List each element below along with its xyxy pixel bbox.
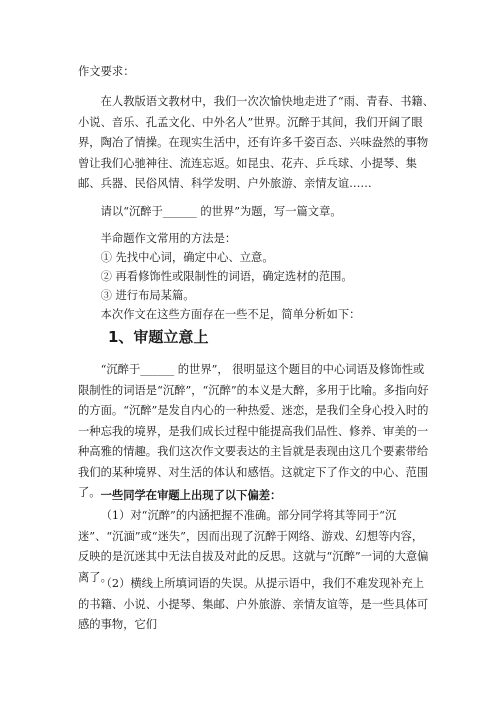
essay-requirement-body: 在人教版语文教材中，我们一次次愉快地走进了“雨、青春、书籍、小说、音乐、孔孟文化、中外名人”世界。沉醉于其间，我们开阔了眼界，陶冶了情操。在现实生活中，还有许多千姿百态、兴味盎然的事物曾让我们心驰神往、流连忘返。如昆虫、花卉、乒乓球、小提琴、集邮、兵器、民俗风情、科学发明、户外旅游、亲情友谊…… <box>78 95 434 190</box>
deviation-1: （1）对“沉醉”的内涵把握不准确。部分同学将其等同于“沉迷”、“沉湎”或“迷失”，因而出现了沉醉于网络、游戏、幻想等内容，反映的是沉迷其中无法自拔及对此的反思。这就与“沉醉”一词的大意偏离了。 <box>78 509 429 584</box>
method-item-1: ① 先找中心词，确定中心、立意。 <box>100 251 274 264</box>
method-intro: 半命题作文常用的方法是： <box>100 232 237 245</box>
section-heading: 1、审题立意上 <box>108 328 209 346</box>
deviation-2: （2）横线上所填词语的失误。从提示语中，我们不难发现补充上的书籍、小说、小提琴、集邮、户外旅游、亲情友谊等，是一些具体可感的事物，它们 <box>78 577 429 631</box>
analysis-paragraph: “沉醉于______ 的世界”， 很明显这个题目的中心词语及修饰性或限制性的词语是“沉醉”，“沉醉”的本义是大醉，多用于比喻。多指向好的方面。“沉醉”是发自内心的一种热爱、迷恋，是我们全身心投入时的一种忘我的境界，是我们成长过程中能提高我们品性、修养、审美的一种高雅的情趣。我们这次作文要表达的主旨就是表现由这几个要素带给我们的某种境界、对生活的体认和感悟。这就定下了作文的中心、范围了。 <box>78 363 429 499</box>
essay-requirement-title: 作文要求： <box>78 65 135 78</box>
method-item-3: ③ 进行布局某篇。 <box>100 289 195 302</box>
deviation-title: 一些同学在审题上出现了以下偏差： <box>100 488 282 502</box>
method-item-2: ② 再看修饰性或限制性的词语，确定选材的范围。 <box>100 270 353 283</box>
analysis-intro: 本次作文在这些方面存在一些不足，简单分析如下： <box>100 308 361 321</box>
topic-prompt: 请以“沉醉于______ 的世界”为题，写一篇文章。 <box>100 205 342 218</box>
